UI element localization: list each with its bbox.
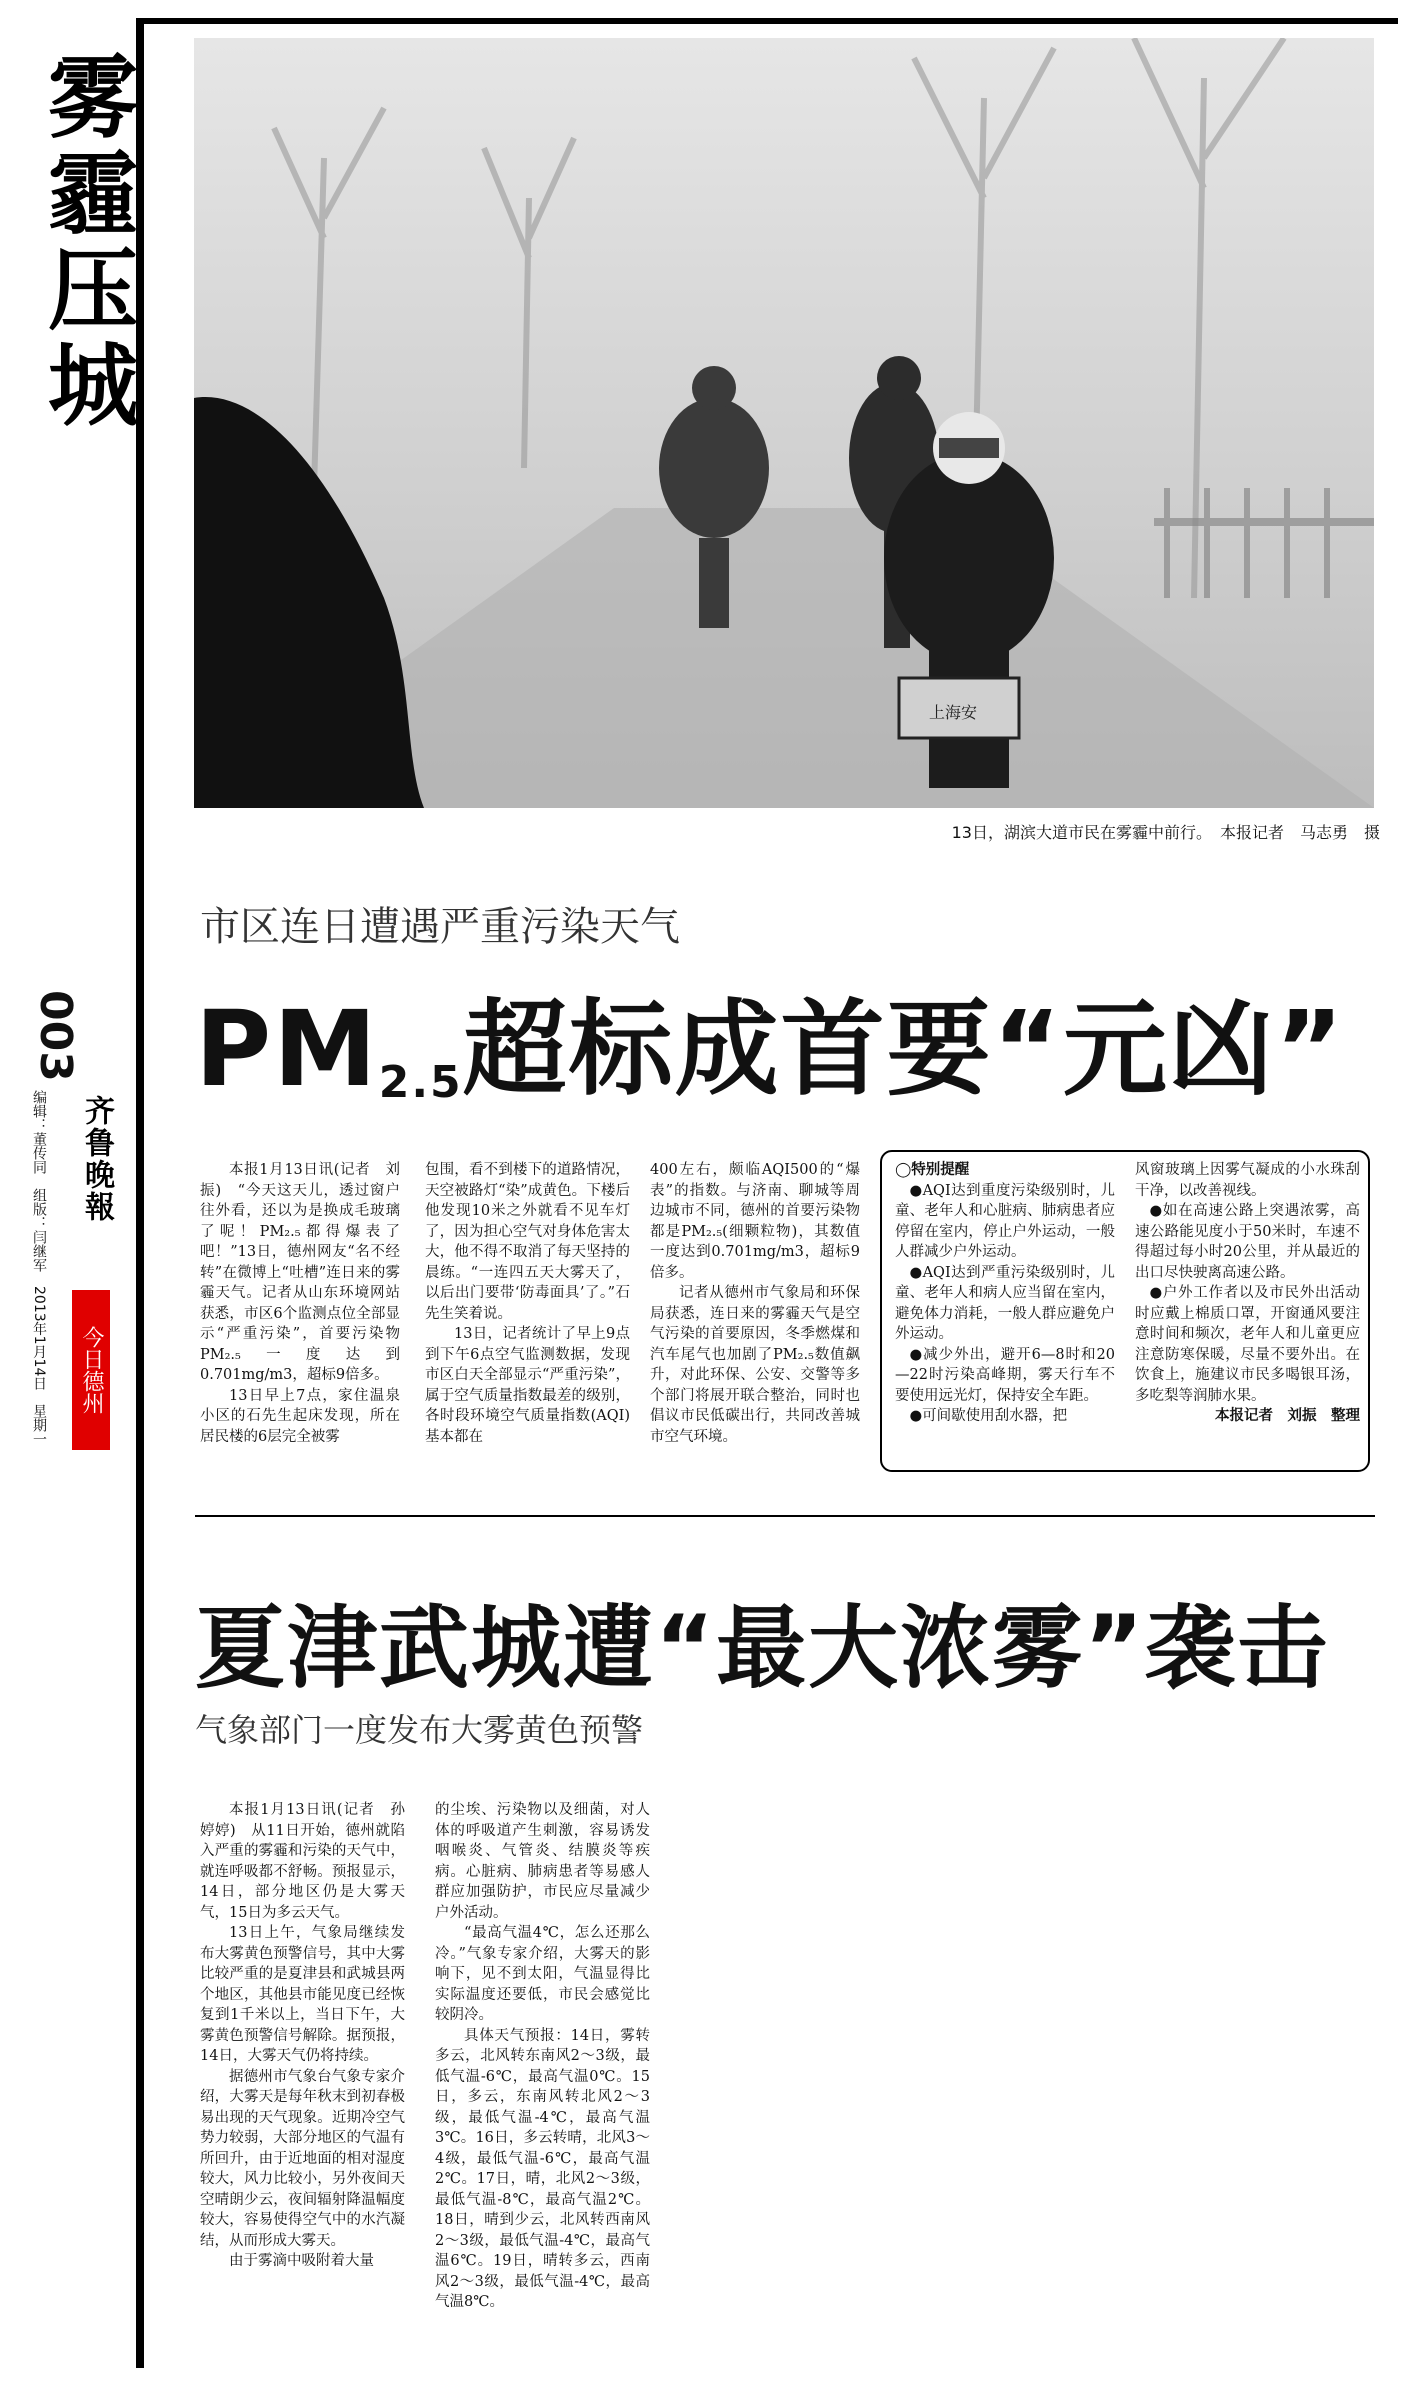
edition-tag: 今日德州 <box>72 1290 110 1450</box>
tips-column-2 <box>1135 1160 1360 1427</box>
paragraph: 本报1月13日讯(记者 孙婷婷) 从11日开始，德州就陷入严重的雾霾和污染的天气中，就连呼吸都不舒畅。预报显示，14日，部分地区仍是大雾天气，15日为多云天气。 <box>200 1802 405 1921</box>
paragraph: 由于雾滴中吸附着大量 <box>229 2253 374 2269</box>
foggy-street-illustration <box>194 38 1374 808</box>
headline-rest: 超标成首要“元凶” <box>462 988 1346 1110</box>
story-divider <box>195 1515 1375 1517</box>
paragraph: 具体天气预报：14日，雾转多云，北风转东南风2～3级，最低气温-6℃，最高气温0℃。15日，多云，东南风转北风2～3级，最低气温-4℃，最高气温3℃。16日，多云转晴，北风3～4级，最低气温-6℃，最高气温2℃。17日，晴，北风2～3级，最低气温-8℃，最高气温2℃。18日，晴到少云，北风转西南风2～3级，最低气温-4℃，最高气温6℃。19日，晴转多云，西南风2～3级，最低气温-4℃，最高气温8℃。 <box>435 2027 650 2310</box>
story2-column-1 <box>200 1800 405 2272</box>
paragraph: 13日，记者统计了早上9点到下午6点空气监测数据，发现市区白天全部显示“严重污染”，属于空气质量指数最差的级别，各时段环境空气质量指数(AQI)基本都在 <box>425 1326 630 1445</box>
story2-kicker: 气象部门一度发布大雾黄色预警 <box>195 1711 644 1749</box>
tip-item: ●户外工作者以及市民外出活动时应戴上棉质口罩，开窗通风要注意时间和频次，老年人和儿童更应注意防寒保暖，尽量不要外出。在饮食上，施建议市民多喝银耳汤，多吃梨等润肺水果。 <box>1135 1285 1360 1404</box>
story1-column-1 <box>200 1160 400 1447</box>
paragraph: 13日早上7点，家住温泉小区的石先生起床发现，所在居民楼的6层完全被雾 <box>200 1387 400 1445</box>
paragraph: 本报1月13日讯(记者 刘振) “今天这天儿，透过窗户往外看，还以为是换成毛玻璃了呢！PM₂.₅都得爆表了吧！”13日，德州网友“名不经转”在微博上“吐槽”连日来的雾霾天气。记者从山东环境网站获悉，市区6个监测点位全部显示“严重污染”，首要污染物PM₂.₅一度达到0.701mg/m3，超标9倍多。 <box>200 1162 400 1383</box>
tip-item: ●AQI达到重度污染级别时，儿童、老年人和心脏病、肺病患者应停留在室内，停止户外运动，一般人群减少户外运动。 <box>895 1182 1115 1260</box>
tip-item: ●AQI达到严重污染级别时，儿童、老年人和病人应当留在室内，避免体力消耗，一般人群应避免户外运动。 <box>895 1264 1115 1342</box>
story1-column-2 <box>425 1160 630 1447</box>
tips-signature: 本报记者 刘振 整理 <box>1215 1407 1360 1424</box>
paragraph: 13日上午，气象局继续发布大雾黄色预警信号，其中大雾比较严重的是夏津县和武城县两个地区，其他县市能见度已经恢复到1千米以上，当日下午，大雾黄色预警信号解除。据预报，14日，大雾天气仍将持续。 <box>200 1925 405 2064</box>
paragraph: 包围，看不到楼下的道路情况，天空被路灯“染”成黄色。下楼后他发现10米之外就看不见车灯了，因为担心空气对身体危害太大，他不得不取消了每天坚持的晨练。“一连四五天大雾天了，以后出门要带‘防毒面具’了。”石先生笑着说。 <box>425 1162 630 1322</box>
photo-caption: 13日，湖滨大道市民在雾霾中前行。 本报记者 马志勇 摄 <box>951 823 1380 842</box>
story2-column-2 <box>435 1800 650 2313</box>
headline-subscript: 2.5 <box>378 1057 463 1108</box>
paragraph: 400左右，颇临AQI500的“爆表”的指数。与济南、聊城等周边城市不同，德州的首要污染物都是PM₂.₅(细颗粒物)，其数值一度达到0.701mg/m3，超标9倍多。 <box>650 1162 860 1281</box>
top-rule <box>136 18 1398 24</box>
tip-item: 风窗玻璃上因雾气凝成的小水珠刮干净，以改善视线。 <box>1135 1162 1360 1199</box>
tip-item: ●如在高速公路上突遇浓雾，高速公路能见度小于50米时，车速不得超过每小时20公里，并从最近的出口尽快驶离高速公路。 <box>1135 1203 1360 1281</box>
story1-kicker: 市区连日遭遇严重污染天气 <box>200 904 680 950</box>
tips-title: ◯特别提醒 <box>895 1161 970 1178</box>
tips-column-1 <box>895 1160 1115 1427</box>
news-photo <box>194 38 1374 808</box>
page-number: 003 <box>30 990 81 1082</box>
tip-item: ●减少外出，避开6—8时和20—22时污染高峰期，雾天行车不要使用远光灯，保持安全车距。 <box>895 1346 1115 1404</box>
tip-item: ●可间歇使用刮水器，把 <box>909 1408 1068 1424</box>
section-title: 雾霾压城 <box>32 50 138 434</box>
paragraph: “最高气温4℃，怎么还那么冷。”气象专家介绍，大雾天的影响下，见不到太阳，气温显得比实际温度还要低，市民会感觉比较阴冷。 <box>435 1925 650 2023</box>
headline-pm: PM <box>195 988 379 1110</box>
paragraph: 记者从德州市气象局和环保局获悉，连日来的雾霾天气是空气污染的首要原因，冬季燃煤和汽车尾气也加剧了PM₂.₅数值飙升，对此环保、公安、交警等多个部门将展开联合整治，同时也倡议市民低碳出行，共同改善城市空气环境。 <box>650 1285 860 1445</box>
paper-name: 齐鲁晚報 <box>79 1095 114 1223</box>
story1-column-3 <box>650 1160 860 1447</box>
paragraph: 据德州市气象台气象专家介绍，大雾天是每年秋末到初春极易出现的天气现象。近期冷空气势力较弱，大部分地区的气温有所回升，由于近地面的相对湿度较大，风力比较小，另外夜间天空晴朗少云，夜间辐射降温幅度较大，容易使得空气中的水汽凝结，从而形成大雾天。 <box>200 2068 405 2249</box>
story1-headline <box>195 965 1345 1115</box>
paragraph: 的尘埃、污染物以及细菌，对人体的呼吸道产生刺激，容易诱发咽喉炎、气管炎、结膜炎等疾病。心脏病、肺病患者等易感人群应加强防护，市民应尽量减少户外活动。 <box>435 1802 650 1921</box>
page-meta: 编辑：董传同 组版：闫继军 2013年1月14日 星期一 <box>31 1090 47 1447</box>
story2-headline: 夏津武城遭“最大浓雾”袭击 <box>195 1596 1330 1701</box>
license-plate-text: 上海安 <box>929 703 978 722</box>
